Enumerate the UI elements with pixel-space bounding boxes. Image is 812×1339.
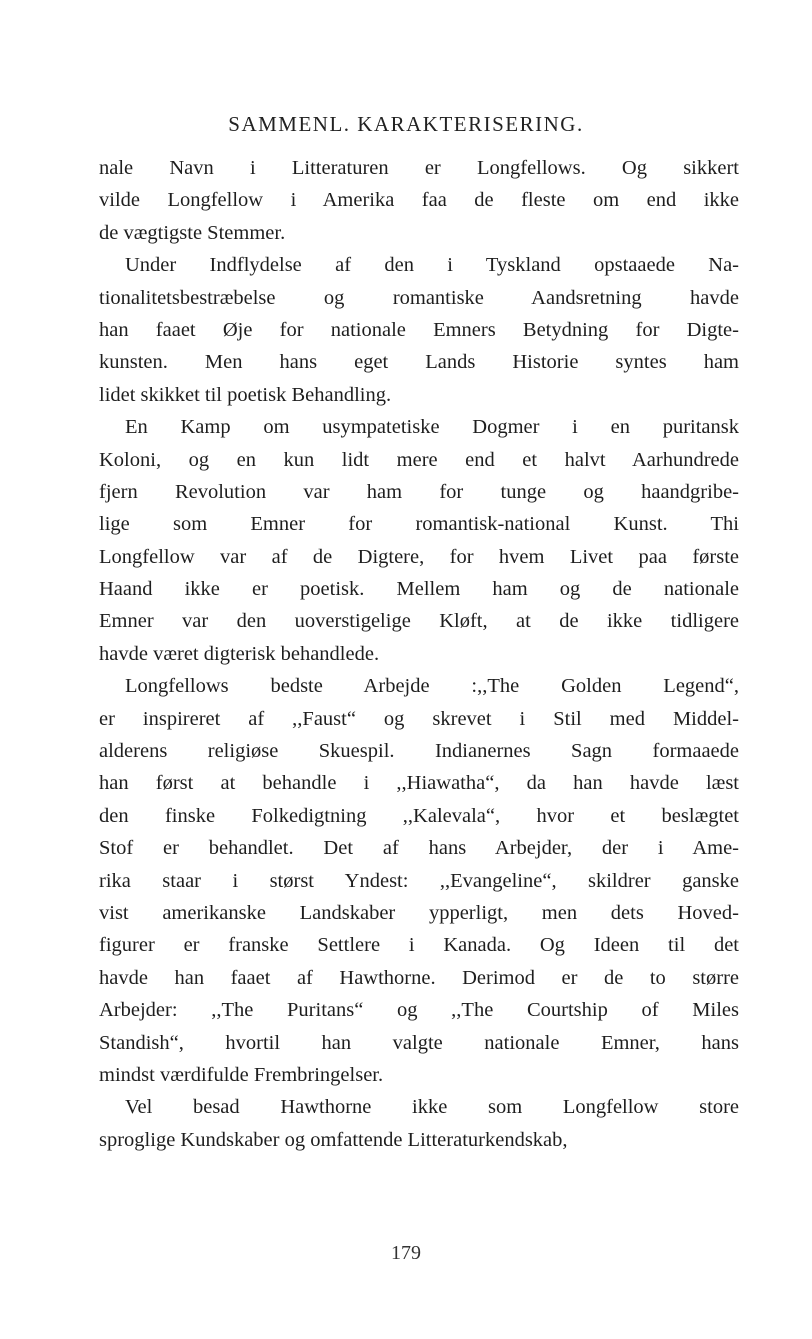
text-line: Emner var den uoverstigelige Kløft, at de ikke tidligere xyxy=(99,610,739,633)
text-line: vist amerikanske Landskaber ypperligt, men dets Hoved- xyxy=(99,901,739,924)
text-line: Longfellow var af de Digtere, for hvem Livet paa første xyxy=(99,545,739,568)
text-line: Under Indflydelse af den i Tyskland opstaaede Na- xyxy=(125,254,739,277)
text-line: Arbejder: ,,The Puritans“ og ,,The Courtship of Miles xyxy=(99,999,739,1022)
text-line: Stof er behandlet. Det af hans Arbejder, der i Ame- xyxy=(99,837,739,860)
text-line: Vel besad Hawthorne ikke som Longfellow store xyxy=(125,1096,739,1119)
paragraph xyxy=(99,411,739,670)
paragraph xyxy=(99,249,739,411)
text-line: de vægtigste Stemmer. xyxy=(99,221,286,244)
text-line: lige som Emner for romantisk-national Kunst. Thi xyxy=(99,513,739,536)
text-line: havde været digterisk behandlede. xyxy=(99,642,380,665)
paragraph xyxy=(99,670,739,1091)
text-line: vilde Longfellow i Amerika faa de fleste om end ikke xyxy=(99,189,739,212)
text-line: den finske Folkedigtning ,,Kalevala“, hvor et beslægtet xyxy=(99,804,739,827)
text-line: lidet skikket til poetisk Behandling. xyxy=(99,383,392,406)
text-line: sproglige Kundskaber og omfattende Litteraturkendskab, xyxy=(99,1128,568,1151)
text-line: Standish“, hvortil han valgte nationale Emner, hans xyxy=(99,1031,739,1054)
text-line: nale Navn i Litteraturen er Longfellows. Og sikkert xyxy=(99,157,739,179)
text-line: En Kamp om usympatetiske Dogmer i en puritansk xyxy=(125,416,739,439)
text-line: Koloni, og en kun lidt mere end et halvt Aarhundrede xyxy=(99,448,739,471)
text-line: Longfellows bedste Arbejde :,,The Golden Legend“, xyxy=(125,675,739,698)
text-line: mindst værdifulde Frembringelser. xyxy=(99,1063,384,1086)
paragraph xyxy=(99,152,739,249)
text-line: er inspireret af ,,Faust“ og skrevet i Stil med Middel- xyxy=(99,707,739,730)
text-line: alderens religiøse Skuespil. Indianernes Sagn formaaede xyxy=(99,740,739,763)
text-line: havde han faaet af Hawthorne. Derimod er de to større xyxy=(99,966,739,989)
text-line: tionalitetsbestræbelse og romantiske Aandsretning havde xyxy=(99,286,739,309)
text-line: rika staar i størst Yndest: ,,Evangeline“, skildrer ganske xyxy=(99,869,739,892)
text-line: han først at behandle i ,,Hiawatha“, da han havde læst xyxy=(99,772,739,795)
body-text xyxy=(99,152,739,1156)
paragraph xyxy=(99,1091,739,1156)
text-line: Haand ikke er poetisk. Mellem ham og de nationale xyxy=(99,578,739,601)
page-number: 179 xyxy=(391,1242,421,1264)
text-line: kunsten. Men hans eget Lands Historie syntes ham xyxy=(99,351,739,374)
running-head: SAMMENL. KARAKTERISERING. xyxy=(228,112,584,136)
text-line: figurer er franske Settlere i Kanada. Og Ideen til det xyxy=(99,934,739,957)
text-line: han faaet Øje for nationale Emners Betydning for Digte- xyxy=(99,318,739,341)
text-line: fjern Revolution var ham for tunge og haandgribe- xyxy=(99,480,739,503)
